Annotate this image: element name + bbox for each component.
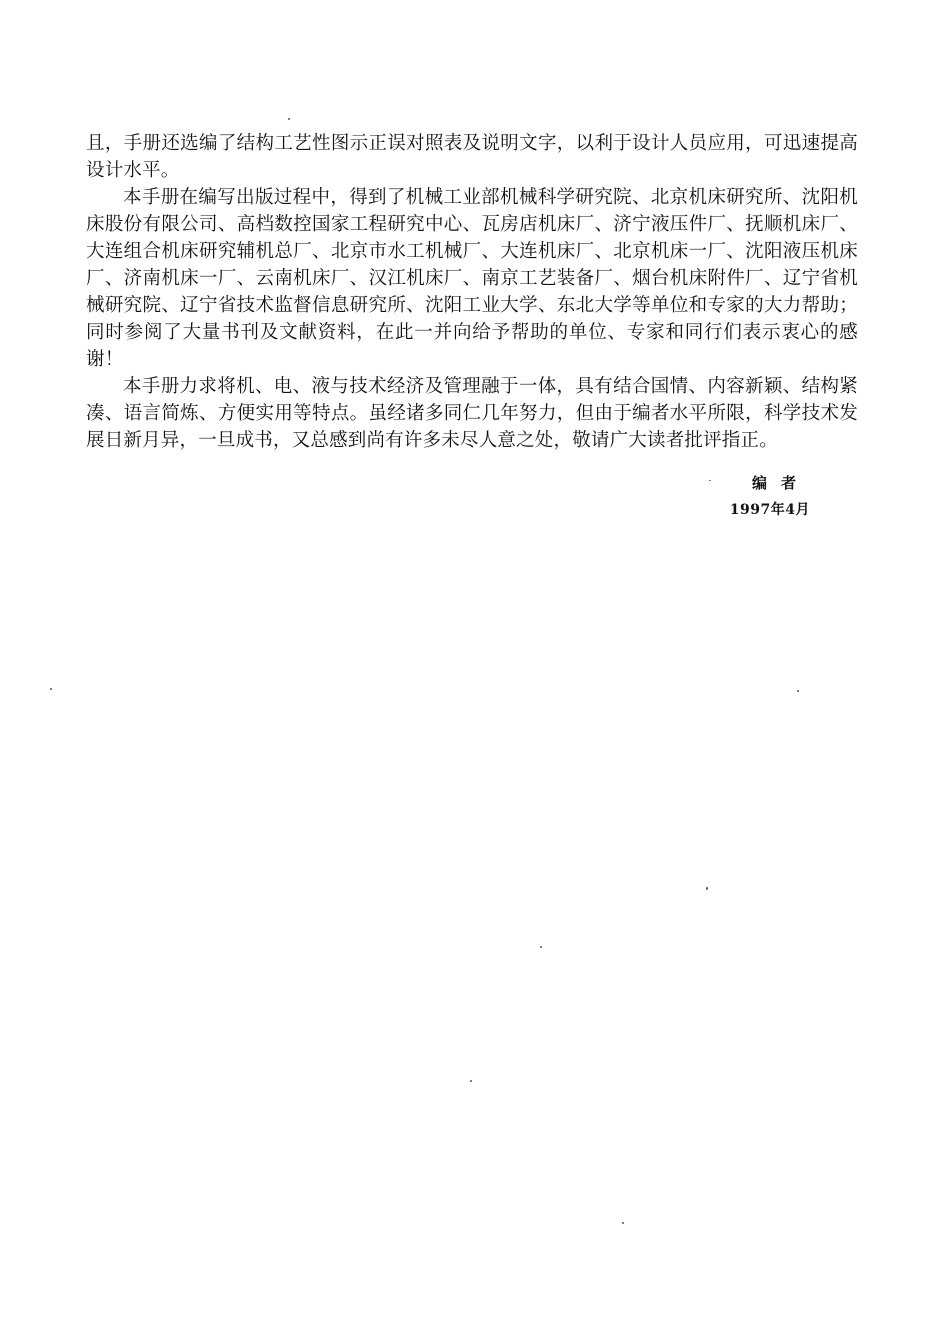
scan-speck xyxy=(622,1222,624,1224)
paragraph-acknowledgements: 本手册在编写出版过程中，得到了机械工业部机械科学研究院、北京机床研究所、沈阳机床股份有限公司、高档数控国家工程研究中心、瓦房店机床厂、济宁液压件厂、抚顺机床厂、大连组合机床研究辅机总厂、北京市水工机械厂、大连机床厂、北京机床一厂、沈阳液压机床厂、济南机床一厂、云南机床厂、汉江机床厂、南京工艺装备厂、烟台机床附件厂、辽宁省机械研究院、辽宁省技术监督信息研究所、沈阳工业大学、东北大学等单位和专家的大力帮助；同时参阅了大量书刊及文献资料，在此一并向给予帮助的单位、专家和同行们表示衷心的感谢！ xyxy=(86,187,858,370)
scan-speck xyxy=(709,480,711,481)
scan-speck xyxy=(797,690,799,692)
scan-speck xyxy=(50,688,52,690)
scan-speck xyxy=(470,1080,472,1082)
scan-speck xyxy=(706,887,708,890)
signature-author: 编者 xyxy=(751,474,810,492)
preface-body xyxy=(86,130,858,454)
scan-speck xyxy=(288,118,290,120)
paragraph-continuation: 且，手册还选编了结构工艺性图示正误对照表及说明文字，以利于设计人员应用，可迅速提高设计水平。 xyxy=(86,133,858,181)
signature-date: 1997年4月 xyxy=(729,502,810,518)
scan-speck xyxy=(540,946,542,948)
paragraph-features: 本手册力求将机、电、液与技术经济及管理融于一体，具有结合国情、内容新颖、结构紧凑、语言简炼、方便实用等特点。虽经诸多同仁几年努力，但由于编者水平所限，科学技术发展日新月异，一旦成书，又总感到尚有许多未尽人意之处，敬请广大读者批评指正。 xyxy=(86,376,858,451)
